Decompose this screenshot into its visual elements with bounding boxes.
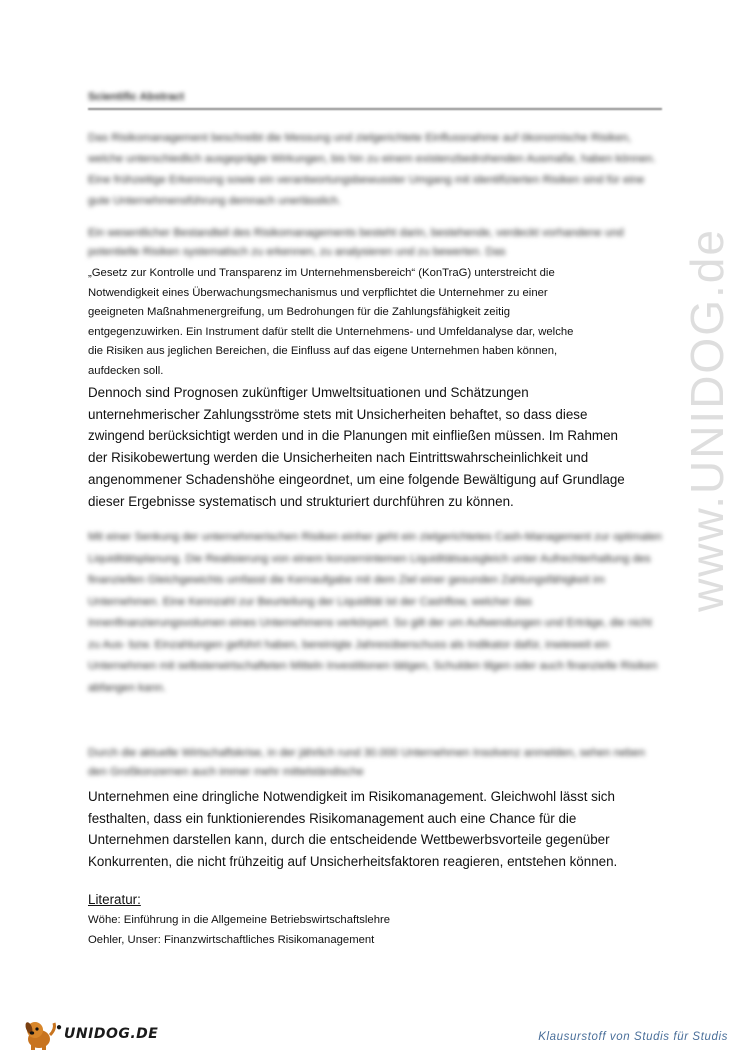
literature-item: Oehler, Unser: Finanzwirtschaftliches Risikomanagement (88, 934, 375, 946)
title-divider (88, 108, 662, 110)
literature-item: Wöhe: Einführung in die Allgemeine Betriebswirtschaftslehre (88, 914, 391, 926)
text-line: geeigneten Maßnahmenergreifung, um Bedrohungen für die Zahlungsfähigkeit zeitig (88, 306, 511, 318)
paw-icon: ● (56, 1021, 63, 1033)
text-line: festhalten, dass ein funktionierendes Risikomanagement auch eine Chance für die (88, 810, 577, 826)
watermark-text: www.UNIDOG.de (681, 228, 733, 612)
text-line: dieser Ergebnisse systematisch und strukturiert durchführen zu können. (88, 493, 514, 509)
text-line: der Risikobewertung werden die Unsicherheiten nach Eintrittswahrscheinlichkeit und (88, 450, 589, 466)
paragraph-conclusion (88, 786, 678, 873)
paragraph-prognosen (88, 382, 678, 512)
text-line: angenommener Schadenshöhe eingeordnet, um eine folgende Bewältigung auf Grundlage (88, 471, 625, 487)
text-line: unternehmerischer Zahlungsströme stets mit Unsicherheiten behaftet, so dass diese (88, 406, 588, 422)
text-line: Dennoch sind Prognosen zukünftiger Umweltsituationen und Schätzungen (88, 385, 529, 400)
paragraph-kontrag (88, 264, 668, 381)
text-line: aufdecken soll. (88, 364, 164, 377)
unidog-logo[interactable] (22, 1017, 158, 1051)
text-line: Konkurrenten, die nicht frühzeitig auf Unsicherheitsfaktoren reagieren, entstehen können. (88, 854, 618, 870)
text-line: Unternehmen eine dringliche Notwendigkeit im Risikomanagement. Gleichwohl lässt sich (88, 789, 615, 804)
blurred-paragraph-cash: Mit einer Senkung der unternehmerischen Risiken einher geht ein zielgerichtetes Cash-Management zur optimalen Liquiditätsplanung. Die Realisierung von einem konzernintemen Liquiditätsausgleich unter Aufrechterhaltung des finanziellen Gleichgewichts umfasst die Kernaufgabe mit dem Ziel einer gesunden Zahlungsfähigkeit im Unternehmen. Eine Kennzahl zur Beurteilung der Liquidität ist der Cashflow, welcher das Innenfinanzierungsvolumen eines Unternehmens verkörpert. So gilt der um Aufwendungen und Erträge, die nicht zu Aus- bzw. Einzahlungen geführt haben, bereinigte Jahresüberschuss als Indikator dafür, inwieweit ein Unternehmen mit selbsterwirtschafteten Mitteln Investitionen tätigen, Schulden tilgen oder auch finanzielle Risiken abfangen kann. (88, 531, 662, 694)
logo-text: UNIDOG.DE (64, 1026, 159, 1042)
literature-title: Literatur: (88, 892, 141, 907)
text-line: „Gesetz zur Kontrolle und Transparenz im Unternehmensbereich“ (KonTraG) unterstreicht die (88, 267, 555, 279)
blurred-paragraph-risk: Ein wesentlicher Bestandteil des Risikomanagements besteht darin, bestehende, verdeckt vorhandene und potentielle Risiken systematisch zu erkennen, zu analysieren und zu bewerten. Das (88, 227, 624, 258)
page-title: Scientific Abstract (88, 91, 185, 103)
blurred-paragraph-intro: Das Risikomanagement beschreibt die Messung und zielgerichtete Einflussnahme auf ökonomische Risiken, welche unterschiedlich ausgeprägte Wirkungen, bis hin zu einem existenzbedrohenden Ausmaße, haben können. Eine frühzeitige Erkennung sowie ein verantwortungsbewusster Umgang mit identifizierten Risiken sind für eine gute Unternehmensführung demnach unerlässlich. (88, 132, 656, 207)
text-line: Notwendigkeit eines Überwachungsmechanismus und verpflichtet die Unternehmer zu einer (88, 286, 548, 299)
text-line: die Risiken aus jeglichen Bereichen, die Einfluss auf das eigene Unternehmen haben können, (88, 345, 558, 357)
text-line: Unternehmen darstellen kann, durch die entscheidende Wettbewerbsvorteile gegenüber (88, 832, 610, 848)
blurred-paragraph-crisis: Durch die aktuelle Wirtschaftskrise, in der jährlich rund 30.000 Unternehmen Insolvenz anmelden, sehen neben den Großkonzernen auch immer mehr mittelständische (88, 747, 645, 778)
text-line: entgegenzuwirken. Ein Instrument dafür stellt die Unternehmens- und Umfeldanalyse dar, welche (88, 325, 574, 338)
footer-slogan: Klausurstoff von Studis für Studis (538, 1031, 728, 1043)
dog-icon (22, 1017, 63, 1051)
text-line: zwingend berücksichtigt werden und in die Planungen mit einfließen müssen. Im Rahmen (88, 428, 618, 444)
